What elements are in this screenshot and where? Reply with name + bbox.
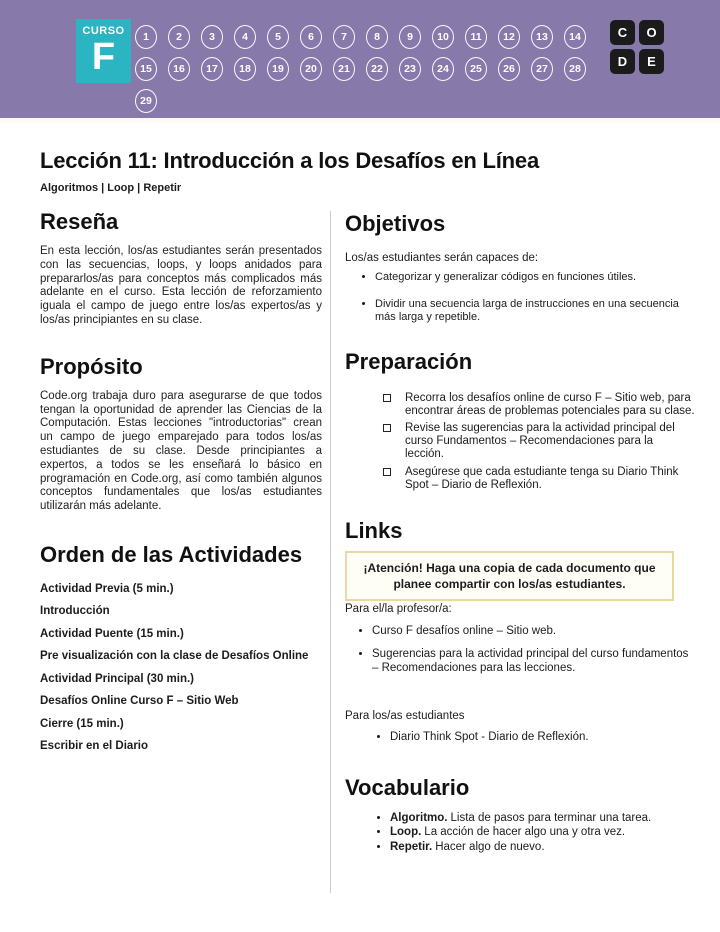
activity-item: Actividad Principal (30 min.) [40,672,195,685]
lesson-circle-23[interactable]: 23 [399,57,421,81]
vocab-item [390,812,695,825]
vocab-item [390,826,695,839]
lesson-circle-16[interactable]: 16 [168,57,190,81]
lesson-circle-4[interactable]: 4 [234,25,256,49]
checkbox-icon[interactable] [383,468,391,476]
banner-divider [0,118,720,122]
lesson-circle-6[interactable]: 6 [300,25,322,49]
checkbox-icon[interactable] [383,424,391,432]
lesson-circles [135,25,586,121]
lesson-circle-9[interactable]: 9 [399,25,421,49]
activity-item: Pre visualización con la clase de Desafíos Online [40,650,309,663]
vocab-definition: La acción de hacer algo una y otra vez. [424,826,626,839]
lesson-tags: Algoritmos | Loop | Repetir [40,182,182,194]
logo-letter-d: D [610,49,635,74]
course-label: CURSO [82,25,125,37]
student-links-list [345,731,695,745]
checklist-item [383,422,695,462]
lesson-circle-3[interactable]: 3 [201,25,223,49]
teacher-links-list [345,625,695,676]
objetivos-list [345,271,695,325]
vocab-definition: Hacer algo de nuevo. [435,840,545,853]
teacher-link[interactable]: • Curso F desafíos online – Sitio web. [372,625,695,639]
lesson-circle-27[interactable]: 27 [531,57,553,81]
right-column [345,209,695,899]
teacher-link[interactable]: • Sugerencias para la actividad principal del curso fundamentos – Recomendaciones para las lecciones. [372,648,695,675]
lesson-circle-18[interactable]: 18 [234,57,256,81]
vocab-term: Repetir. [390,840,433,853]
lesson-circle-1[interactable]: 1 [135,25,157,49]
vocabulary-list [345,812,695,854]
logo-letter-c: C [610,20,635,45]
links-heading: Links [345,517,403,543]
student-links-label: Para los/as estudiantes [345,710,465,723]
lesson-circle-21[interactable]: 21 [333,57,355,81]
objetivos-heading: Objetivos [345,211,446,236]
objetivo-item: • Dividir una secuencia larga de instrucciones en una secuencia más larga y repetible. [375,298,695,325]
resena-body: En esta lección, los/as estudiantes serán presentados con las secuencias, loops, y loops anidados para prepararlos/as para conceptos más complicados más adelante en el curso. Esta lección de reforzamiento iguala el campo de juego entre los/as expertos/as y los/as principiantes en su clase. [40,245,322,326]
checklist-item [383,392,695,418]
lesson-circle-14[interactable]: 14 [564,25,586,49]
lesson-circle-17[interactable]: 17 [201,57,223,81]
resena-heading: Reseña [40,209,119,234]
header-banner [0,0,720,118]
activity-item: Cierre (15 min.) [40,717,124,730]
orden-heading: Orden de las Actividades [40,541,303,567]
checklist-text: Asegúrese que cada estudiante tenga su Diario Think Spot – Diario de Reflexión. [405,465,679,491]
proposito-body: Code.org trabaja duro para asegurarse de que todos tengan la oportunidad de aprender las Ciencias de la Computación. Estas lecciones "introductorias" crean un campo de juego emparejado para todos los/as estudiantes de su clase. Desde principiantes a expertos, a todos se les enseñará lo básico en programación en Code.org, así como también algunos conceptos fundamentales que los/as estudiantes utilizarán más adelante. [40,389,322,513]
lesson-circle-22[interactable]: 22 [366,57,388,81]
column-divider [330,211,331,893]
attention-callout: ¡Atención! Haga una copia de cada documento que planee compartir con los/as estudiantes. [345,551,674,601]
course-letter: F [91,36,116,78]
logo-letter-o: O [639,20,664,45]
lesson-circle-26[interactable]: 26 [498,57,520,81]
lesson-circle-25[interactable]: 25 [465,57,487,81]
lesson-circle-28[interactable]: 28 [564,57,586,81]
lesson-circle-15[interactable]: 15 [135,57,157,81]
lesson-document [0,118,720,899]
checklist-text: Revise las sugerencias para la actividad principal del curso Fundamentos – Recomendaciones para la lección. [405,421,675,461]
teacher-links-label: Para el/la profesor/a: [345,602,452,615]
vocab-term: Algoritmo. [390,811,448,824]
lesson-circle-19[interactable]: 19 [267,57,289,81]
proposito-heading: Propósito [40,353,143,379]
activity-item: Desafíos Online Curso F – Sitio Web [40,695,239,708]
lesson-circle-11[interactable]: 11 [465,25,487,49]
vocabulario-heading: Vocabulario [345,774,470,800]
preparacion-checklist [345,392,695,492]
activity-item: Escribir en el Diario [40,740,149,753]
vocab-item [390,841,695,854]
preparacion-heading: Preparación [345,348,473,374]
lesson-circle-29[interactable]: 29 [135,89,157,113]
lesson-circle-10[interactable]: 10 [432,25,454,49]
left-column [40,209,322,899]
checklist-item [383,466,695,492]
code-org-logo [610,20,664,74]
checkbox-icon[interactable] [383,394,391,402]
objetivos-intro: Los/as estudiantes serán capaces de: [345,252,539,264]
lesson-circle-2[interactable]: 2 [168,25,190,49]
activity-item: Introducción [40,605,110,618]
course-badge [76,19,131,83]
objetivo-item: • Categorizar y generalizar códigos en funciones útiles. [375,271,695,285]
vocab-term: Loop. [390,826,422,839]
lesson-circle-13[interactable]: 13 [531,25,553,49]
lesson-circle-12[interactable]: 12 [498,25,520,49]
student-link[interactable]: • Diario Think Spot - Diario de Reflexión. [390,731,695,745]
lesson-circle-24[interactable]: 24 [432,57,454,81]
vocab-definition: Lista de pasos para terminar una tarea. [450,811,652,824]
two-column-layout [40,209,695,899]
checklist-text: Recorra los desafíos online de curso F – Sitio web, para encontrar áreas de problemas potenciales para su clase. [405,391,695,417]
lesson-circle-8[interactable]: 8 [366,25,388,49]
activity-item: Actividad Previa (5 min.) [40,582,174,595]
logo-letter-e: E [639,49,664,74]
page-title: Lección 11: Introducción a los Desafíos en Línea [40,148,539,173]
lesson-circle-7[interactable]: 7 [333,25,355,49]
lesson-circle-20[interactable]: 20 [300,57,322,81]
activity-list [40,583,322,753]
activity-item: Actividad Puente (15 min.) [40,627,184,640]
lesson-circle-5[interactable]: 5 [267,25,289,49]
